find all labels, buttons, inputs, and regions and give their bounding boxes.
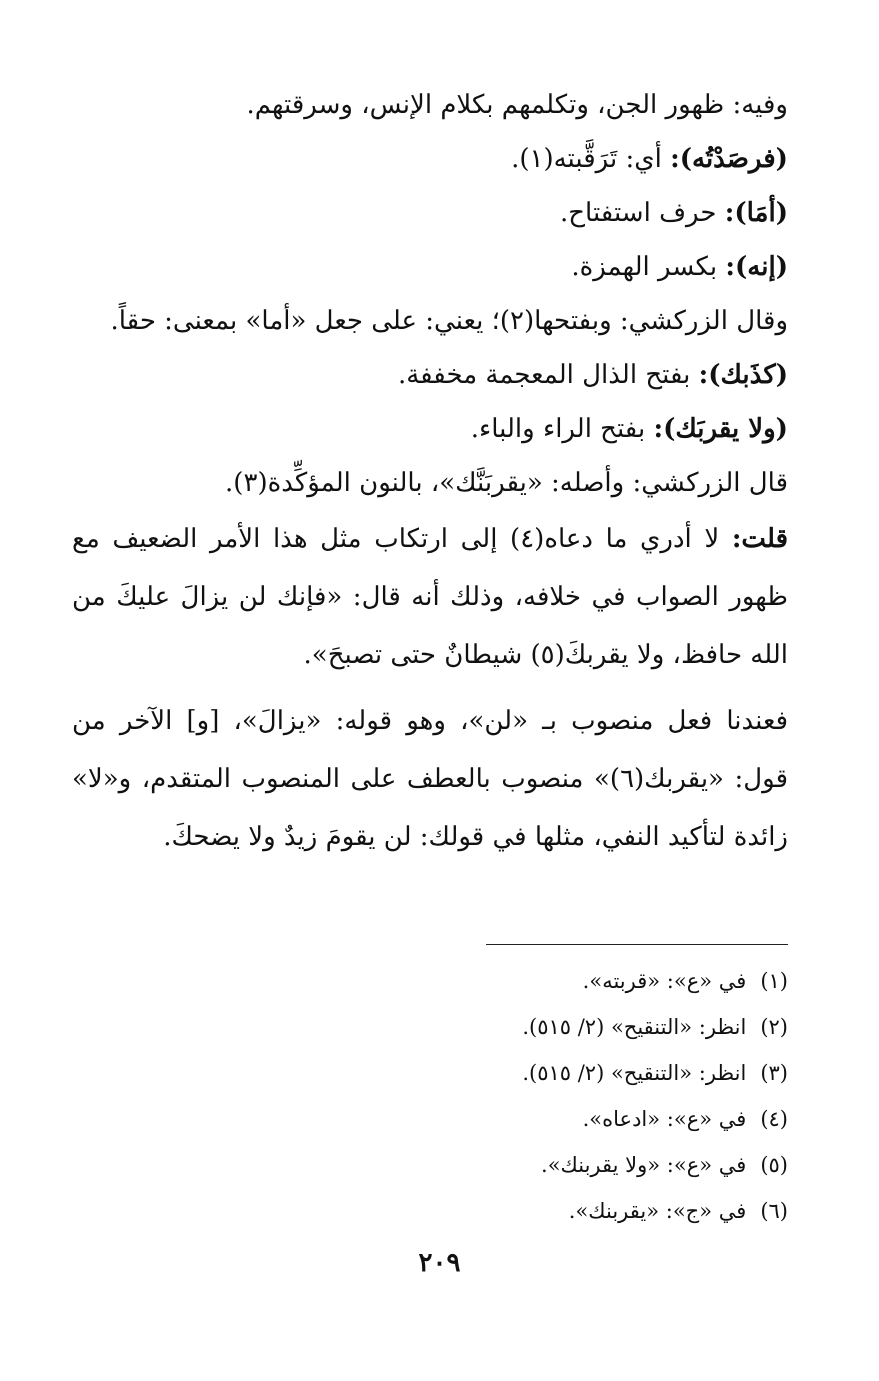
footnote-text: في «ع»: «قربته». [582,969,747,993]
footnote-text: انظر: «التنقيح» (٢/ ٥١٥). [522,1061,747,1085]
gloss-term: (إنه): [725,252,788,282]
commentary-text: لا أدري ما دعاه(٤) إلى ارتكاب مثل هذا الأمر الضعيف مع ظهور الصواب في خلافه، وذلك أنه قال: «فإنك لن يزالَ عليكَ من الله حافظ، ولا يقربكَ(٥) شيطانٌ حتى تصبحَ». [72,524,788,670]
footnote-item [300,1096,788,1142]
commentary-paragraph [72,510,788,684]
footnote-item [300,1004,788,1050]
gloss-term: (ولا يقربَك): [653,414,788,444]
footnote-number: (٣) [760,1061,788,1085]
page-number: ٢٠٩ [418,1248,461,1278]
gloss-line [72,132,788,186]
gloss-text: أي: تَرَقَّبته(١). [511,144,671,174]
footnote-number: (٤) [760,1107,788,1131]
footnote-item [300,1050,788,1096]
footnote-item [300,1188,788,1234]
gloss-line [72,402,788,456]
gloss-term: (فرصَدْتُه): [670,144,788,174]
footnote-text: انظر: «التنقيح» (٢/ ٥١٥). [522,1015,747,1039]
footnote-item [300,1142,788,1188]
footnote-text: في «ع»: «ولا يقربنك». [541,1153,747,1177]
gloss-line [72,348,788,402]
footnote-number: (١) [760,969,788,993]
footnote-text: في «ج»: «يقربنك». [568,1199,747,1223]
gloss-text: بفتح الذال المعجمة مخففة. [397,360,699,390]
footnote-number: (٢) [760,1015,788,1039]
analysis-paragraph: فعندنا فعل منصوب بـ «لن»، وهو قوله: «يزالَ»، [و] الآخر من قول: «يقربك(٦)» منصوب بالعطف على المنصوب المتقدم، و«لا» زائدة لتأكيد النفي، مثلها في قولك: لن يقومَ زيدٌ ولا يضحكَ. [72,706,788,852]
footnote-number: (٦) [760,1199,788,1223]
main-text [72,78,788,866]
text-line: وقال الزركشي: وبفتحها(٢)؛ يعني: على جعل «أما» بمعنى: حقاً. [110,306,788,336]
gloss-text: بكسر الهمزة. [571,252,726,282]
footnote-number: (٥) [760,1153,788,1177]
gloss-term: (كذَبك): [698,360,788,390]
gloss-line [72,240,788,294]
gloss-text: بفتح الراء والباء. [470,414,654,444]
footnote-text: في «ع»: «ادعاه». [582,1107,747,1131]
footnotes [300,958,788,1234]
gloss-term: (أمَا): [724,198,788,228]
commentary-term: قلت: [731,524,788,554]
footnote-divider [486,944,788,945]
gloss-text: حرف استفتاح. [559,198,725,228]
text-line: وفيه: ظهور الجن، وتكلمهم بكلام الإنس، وسرقتهم. [246,90,788,120]
text-line: قال الزركشي: وأصله: «يقربَنَّك»، بالنون المؤكِّدة(٣). [225,468,788,498]
footnote-item [300,958,788,1004]
gloss-line [72,186,788,240]
